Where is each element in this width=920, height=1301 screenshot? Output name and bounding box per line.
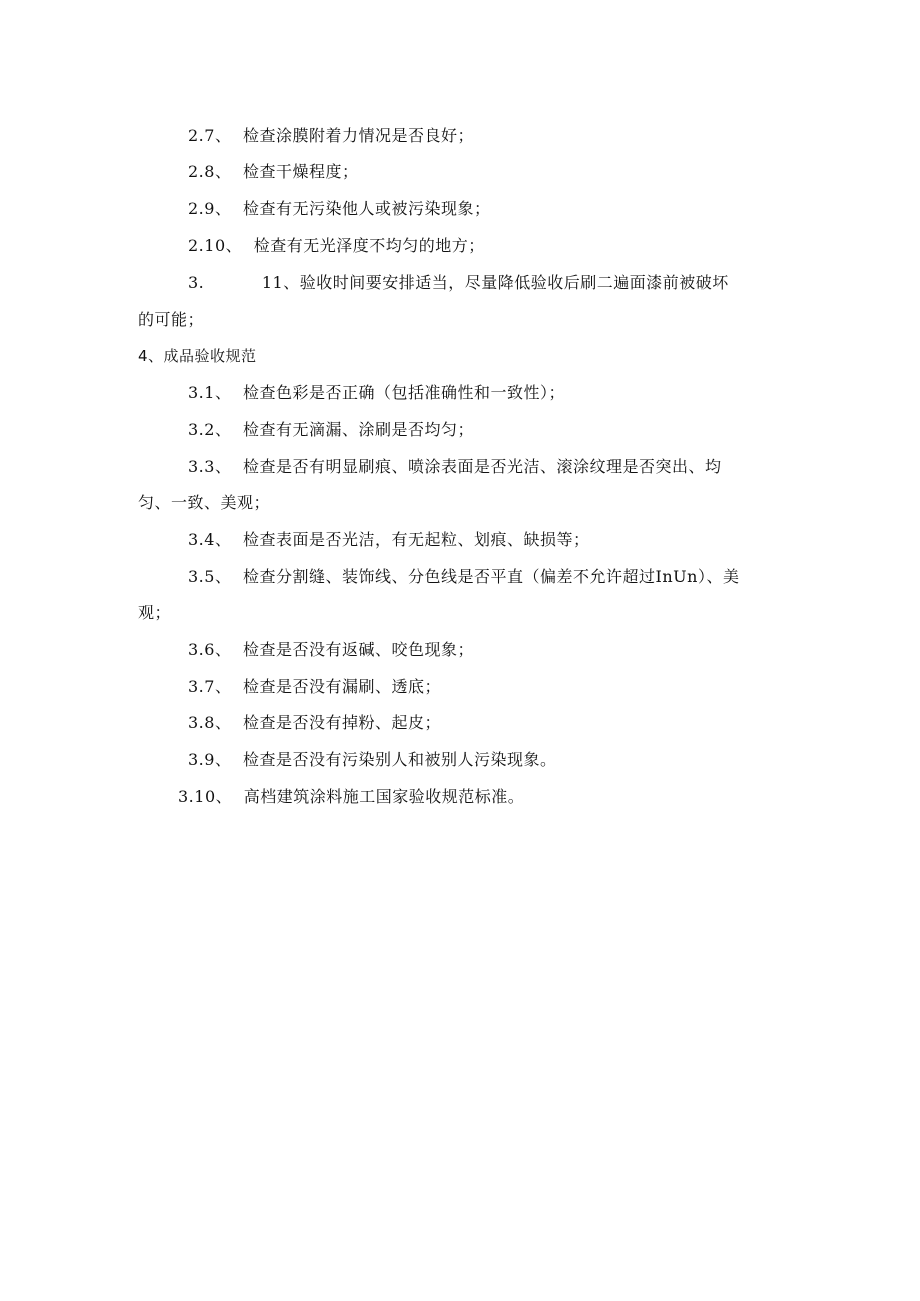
- list-item-2-9: [188, 199, 491, 219]
- item-number: 3.5、: [188, 567, 232, 586]
- item-text: 检查是否没有返碱、咬色现象；: [243, 640, 475, 659]
- list-item-2-8: [188, 162, 359, 182]
- item-text: 检查有无污染他人或被污染现象；: [243, 199, 491, 218]
- list-item-3-4: [188, 530, 590, 550]
- list-item-11: [188, 273, 729, 293]
- item-text: 检查表面是否光洁，有无起粒、划痕、缺损等；: [243, 530, 590, 549]
- item-text: 检查是否没有漏刷、透底；: [243, 677, 442, 696]
- item-number: 3.9、: [188, 750, 232, 769]
- list-item-3-5: [188, 567, 739, 587]
- item-text: 检查是否没有掉粉、起皮；: [243, 713, 442, 732]
- item-text: 高档建筑涂料施工国家验收规范标准。: [243, 787, 525, 806]
- list-item-3-2: [188, 420, 474, 440]
- item-text: 检查是否没有污染别人和被别人污染现象。: [243, 750, 557, 769]
- list-item-3-7: [188, 677, 441, 697]
- list-item-3-6: [188, 640, 474, 660]
- item-number: 3.10、: [178, 787, 233, 806]
- item-number: 3.1、: [188, 383, 232, 402]
- item-number: 2.10、: [188, 236, 243, 255]
- item-number: 3.7、: [188, 677, 232, 696]
- item-text: 检查干燥程度；: [243, 162, 359, 181]
- item-text: 检查色彩是否正确（包括准确性和一致性）；: [243, 383, 566, 402]
- item-number: 2.7、: [188, 126, 232, 145]
- list-item-2-10: [188, 236, 485, 256]
- item-number: 2.8、: [188, 162, 232, 181]
- list-item-3-5-continuation: 观；: [138, 603, 172, 622]
- list-item-3-3-continuation: 匀、一致、美观；: [138, 493, 271, 512]
- list-item-3-8: [188, 713, 441, 733]
- item-number: 3.8、: [188, 713, 232, 732]
- item-text: 检查是否有明显刷痕、喷涂表面是否光洁、滚涂纹理是否突出、均: [243, 457, 722, 476]
- item-number: 3.: [188, 273, 205, 292]
- list-item-3-1: [188, 383, 565, 403]
- list-item-3-10: [178, 787, 524, 807]
- item-text: 检查涂膜附着力情况是否良好；: [243, 126, 475, 145]
- item-text: 11、验收时间要安排适当，尽量降低验收后刷二遍面漆前被破坏: [261, 273, 729, 292]
- item-text: 检查分割缝、装饰线、分色线是否平直（偏差不允许超过InUn）、美: [243, 567, 740, 586]
- item-number: 2.9、: [188, 199, 232, 218]
- section-heading: 4、成品验收规范: [138, 347, 257, 365]
- item-text: 检查有无光泽度不均匀的地方；: [253, 236, 485, 255]
- list-item-3-3: [188, 457, 722, 477]
- item-number: 3.6、: [188, 640, 232, 659]
- item-number: 3.4、: [188, 530, 232, 549]
- item-number: 3.3、: [188, 457, 232, 476]
- item-number: 3.2、: [188, 420, 232, 439]
- list-item-3-9: [188, 750, 557, 770]
- list-item-11-continuation: 的可能；: [138, 310, 205, 329]
- list-item-2-7: [188, 126, 474, 146]
- item-text: 检查有无滴漏、涂刷是否均匀；: [243, 420, 475, 439]
